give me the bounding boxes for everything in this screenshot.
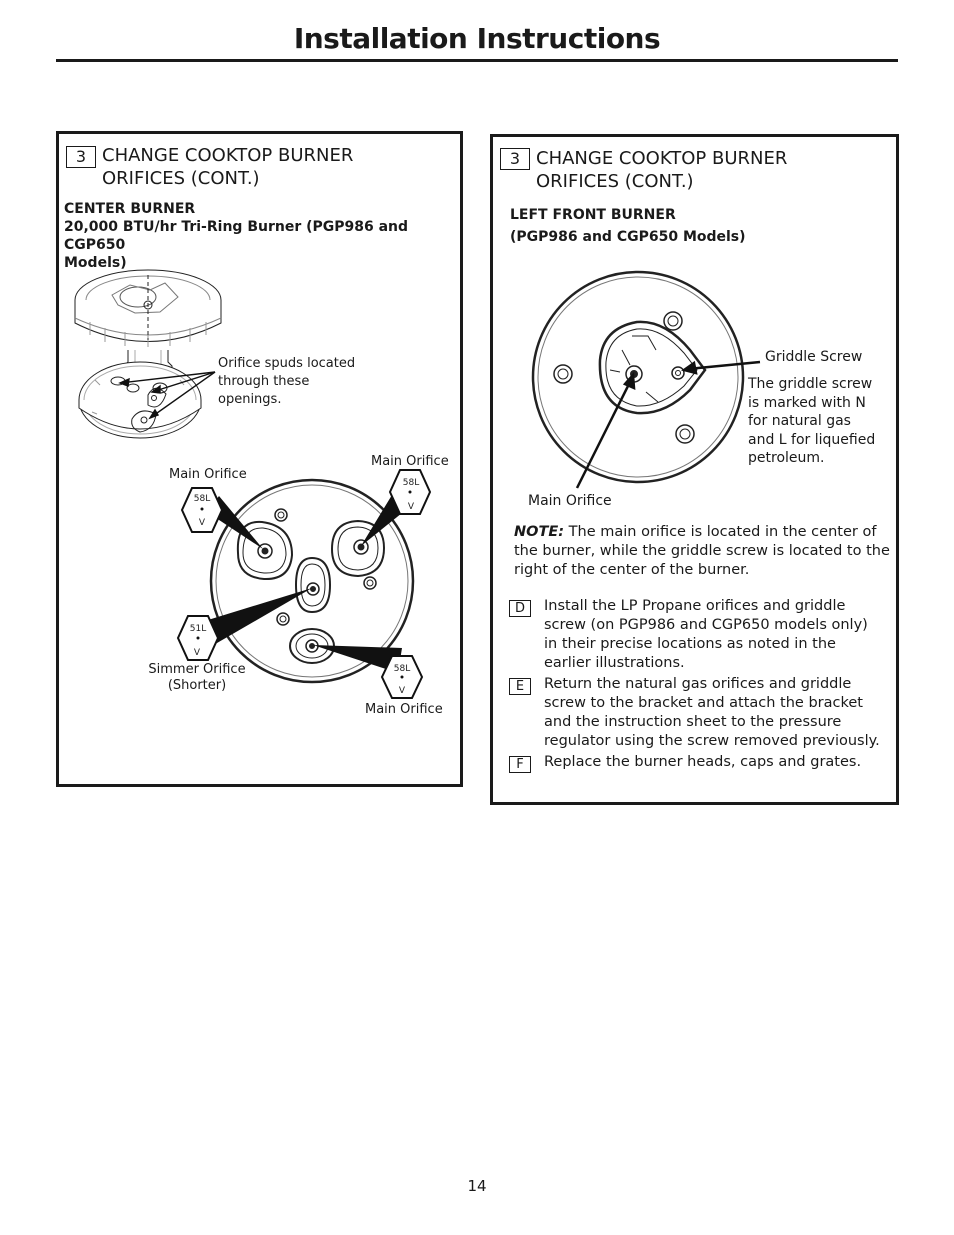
hex-code-main-left: 58L	[193, 494, 211, 504]
step-number-box: 3	[500, 148, 530, 170]
hex-code-main-right: 58L	[402, 478, 420, 488]
hex-mark-main-right: V	[407, 502, 415, 512]
step-number-box: 3	[66, 146, 96, 168]
step-f-text: Replace the burner heads, caps and grates.	[544, 754, 862, 770]
hex-mark-simmer: V	[193, 648, 201, 658]
burner-subtitle: CENTER BURNER 20,000 BTU/hr Tri-Ring Burner (PGP986 and CGP650 Models)	[64, 201, 409, 271]
page-title: Installation Instructions	[293, 22, 661, 55]
step-e-text: Return the natural gas orifices and griddle screw to the bracket and attach the bracket and the instruction sheet to the pressure regulator using the screw removed previously.	[544, 676, 880, 749]
step-title: CHANGE COOKTOP BURNER ORIFICES (CONT.)	[536, 148, 788, 192]
note-label: NOTE:	[514, 524, 565, 540]
burner-subtitle: LEFT FRONT BURNER (PGP986 and CGP650 Models)	[510, 207, 746, 245]
note-paragraph: NOTE: The main orifice is located in the center of the burner, while the griddle screw is located to the right of the center of the burner.	[514, 524, 890, 578]
main-orifice-label-right: Main Orifice	[371, 454, 449, 469]
simmer-orifice-label: Simmer Orifice (Shorter)	[148, 662, 246, 693]
hex-mark-main-bottom: V	[398, 686, 406, 696]
hex-mark-main-left: V	[198, 518, 206, 528]
main-orifice-label-left: Main Orifice	[169, 467, 247, 482]
hex-code-simmer: 51L	[189, 624, 207, 634]
griddle-screw-note: The griddle screw is marked with N for natural gas and L for liquefied petroleum.	[748, 376, 876, 466]
step-d-text: Install the LP Propane orifices and griddle screw (on PGP986 and CGP650 models only) in their precise locations as noted in the earlier illustrations.	[544, 598, 868, 671]
hex-code-main-bottom: 58L	[393, 664, 411, 674]
step-title: CHANGE COOKTOP BURNER ORIFICES (CONT.)	[102, 145, 354, 189]
main-orifice-label: Main Orifice	[528, 493, 612, 509]
step-letter-e: E	[509, 678, 531, 695]
page-number: 14	[467, 1177, 487, 1195]
step-letter-f: F	[509, 756, 531, 773]
step-letter-d: D	[509, 600, 531, 617]
orifice-spud-callout: Orifice spuds located through these openings.	[218, 356, 356, 407]
griddle-screw-label: Griddle Screw	[765, 349, 863, 365]
main-orifice-label-bottom: Main Orifice	[365, 702, 443, 717]
